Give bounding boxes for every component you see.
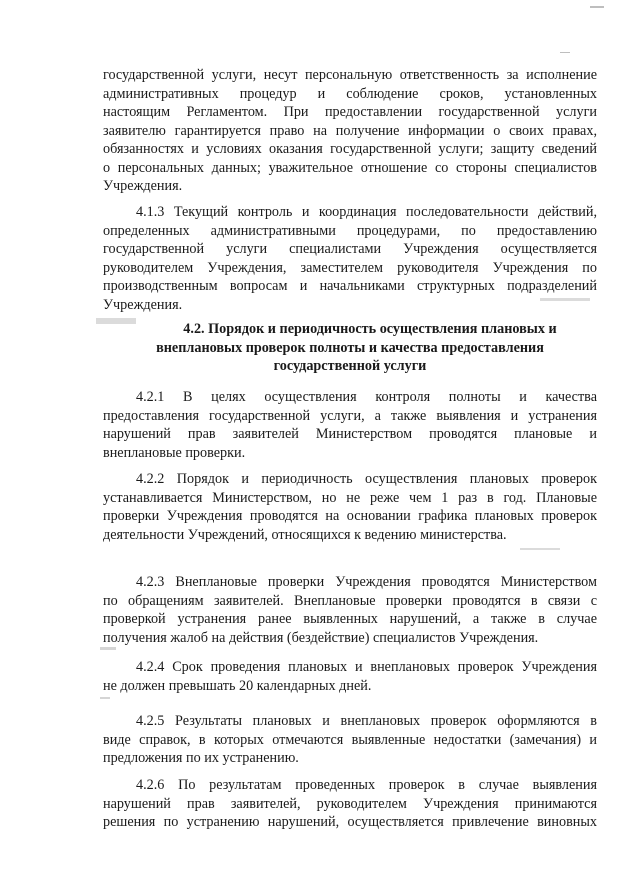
text-line: о персональных данных; уважительное отношение со стороны специалистов <box>103 159 597 176</box>
scan-speck <box>100 647 116 650</box>
paragraph-4-2-6 <box>103 776 597 832</box>
text-line: проверки Учреждения проводятся на основании графика плановых проверок <box>103 508 597 524</box>
text-line: по обращениям заявителей. Внеплановые проверки проводятся в связи с <box>103 592 597 609</box>
text-line: внеплановые проверки. <box>103 444 246 461</box>
scan-speck <box>540 298 590 301</box>
text-line: заявителю гарантируется право на получение информации о своих правах, <box>103 122 597 139</box>
paragraph-intro <box>103 66 597 196</box>
text-line: 4.2.3 Внеплановые проверки Учреждения проводятся Министерством <box>136 574 597 590</box>
text-line: предложения по их устранению. <box>103 750 299 766</box>
text-line: нарушений прав заявителей Министерством проводятся плановые и <box>103 426 597 442</box>
text-line: административных процедур и соблюдение сроков, установленных <box>103 85 597 102</box>
text-line: устанавливается Министерством, но не реже чем 1 раз в год. Плановые <box>103 489 597 506</box>
text-line: деятельности Учреждений, относящихся к ведению министерства. <box>103 526 507 543</box>
text-line: 4.2.5 Результаты плановых и внеплановых проверок оформляются в <box>136 713 597 729</box>
text-line: государственной услуги специалистами Учреждения осуществляется <box>103 241 597 257</box>
heading-line: внеплановых проверок полноты и качества предоставления <box>156 339 544 356</box>
text-line: настоящим Регламентом. При предоставлении государственной услуги <box>103 104 597 120</box>
text-line: Учреждения. <box>103 178 183 194</box>
scan-speck <box>560 52 570 53</box>
scan-speck <box>520 548 560 550</box>
paragraph-4-2-1 <box>103 388 597 462</box>
text-line: производственным вопросам и начальниками структурных подразделений <box>103 278 597 294</box>
paragraph-4-1-3 <box>103 203 597 314</box>
text-line: определенных административными процедурами, по предоставлению <box>103 222 597 239</box>
text-line: Учреждения. <box>103 296 183 313</box>
text-line: руководителем Учреждения, заместителем руководителя Учреждения по <box>103 259 597 276</box>
scan-speck <box>96 318 136 324</box>
text-line: проверкой устранения ранее выявленных нарушений, а также в случае <box>103 611 597 627</box>
text-line: 4.2.4 Срок проведения плановых и внеплановых проверок Учреждения <box>136 659 597 675</box>
scan-speck <box>100 697 110 699</box>
paragraph-4-2-4 <box>103 658 597 695</box>
heading-line: 4.2. Порядок и периодичность осуществления плановых и <box>183 321 557 337</box>
paragraph-4-2-2 <box>103 470 597 544</box>
heading-line: государственной услуги <box>273 358 427 374</box>
paragraph-4-2-3 <box>103 573 597 647</box>
text-line: 4.2.6 По результатам проведенных проверок в случае выявления <box>136 777 597 793</box>
paragraph-4-2-5 <box>103 712 597 768</box>
text-line: государственной услуги, несут персональную ответственность за исполнение <box>103 67 597 83</box>
text-line: обязанностях и условиях оказания государственной услуги; защиту сведений <box>103 141 597 157</box>
text-line: получения жалоб на действия (бездействие) специалистов Учреждения. <box>103 629 539 646</box>
text-line: нарушений прав заявителей, руководителем Учреждения принимаются <box>103 795 597 812</box>
text-line: предоставления государственной услуги, а также выявления и устранения <box>103 407 597 424</box>
section-heading-4-2 <box>103 320 597 376</box>
text-line: 4.2.1 В целях осуществления контроля полноты и качества <box>136 389 597 405</box>
text-line: 4.1.3 Текущий контроль и координация последовательности действий, <box>136 204 597 220</box>
scan-speck <box>590 6 604 8</box>
text-line: не должен превышать 20 календарных дней. <box>103 677 372 694</box>
text-line: виде справок, в которых отмечаются выявленные недостатки (замечания) и <box>103 731 597 748</box>
text-line: 4.2.2 Порядок и периодичность осуществления плановых проверок <box>136 471 597 487</box>
text-line: решения по устранению нарушений, осуществляется привлечение виновных <box>103 814 597 830</box>
